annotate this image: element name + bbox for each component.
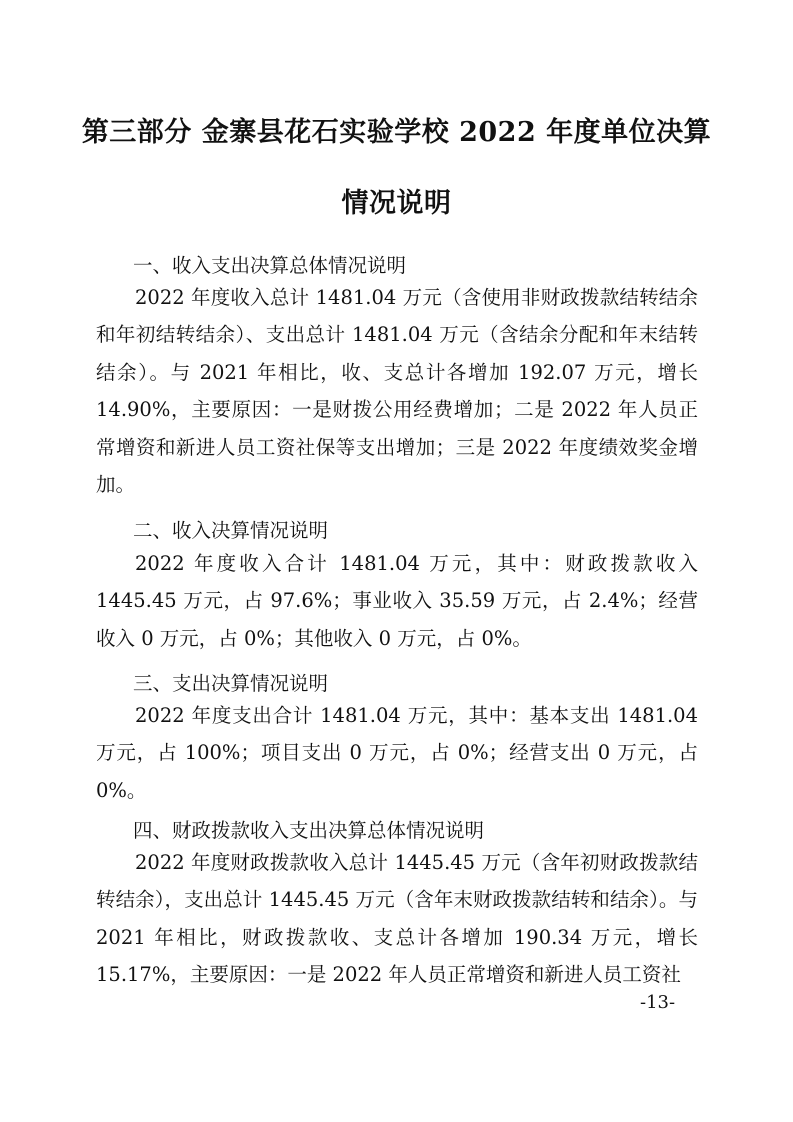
page-title: 第三部分 金寨县花石实验学校 2022 年度单位决算 bbox=[81, 117, 712, 148]
section-paragraph-3: 2022 年度支出合计 1481.04 万元，其中：基本支出 1481.04 万元，占 100%；项目支出 0 万元，占 0%；经营支出 0 万元，占 0%。 bbox=[96, 704, 698, 802]
page-number: -13- bbox=[640, 992, 676, 1013]
section-heading-2: 二、收入决算情况说明 bbox=[133, 519, 329, 542]
section-heading-3: 三、支出决算情况说明 bbox=[133, 672, 329, 695]
section-heading-4: 四、财政拨款收入支出决算总体情况说明 bbox=[133, 819, 485, 842]
section-paragraph-4: 2022 年度财政拨款收入总计 1445.45 万元（含年初财政拨款结转结余），支出总计 1445.45 万元（含年末财政拨款结转和结余）。与 2021 年相比，财政拨款收、支总计各增加 190.34 万元，增长 15.17%，主要原因：一是 2022 年人员正常增资和新进人员工资社 bbox=[96, 851, 698, 987]
section-paragraph-2: 2022 年度收入合计 1481.04 万元，其中：财政拨款收入 1445.45 万元，占 97.6%；事业收入 35.59 万元，占 2.4%；经营收入 0 万元，占 0%；其他收入 0 万元，占 0%。 bbox=[96, 552, 698, 650]
page-title-continued: 情况说明 bbox=[341, 188, 452, 219]
section-heading-1: 一、收入支出决算总体情况说明 bbox=[133, 254, 407, 277]
section-paragraph-1: 2022 年度收入总计 1481.04 万元（含使用非财政拨款结转结余和年初结转结余）、支出总计 1481.04 万元（含结余分配和年末结转结余）。与 2021 年相比，收、支总计各增加 192.07 万元，增长 14.90%，主要原因：一是财拨公用经费增加；二是 2022 年人员正常增资和新进人员工资社保等支出增加；三是 2022 年度绩效奖金增加。 bbox=[96, 286, 698, 497]
